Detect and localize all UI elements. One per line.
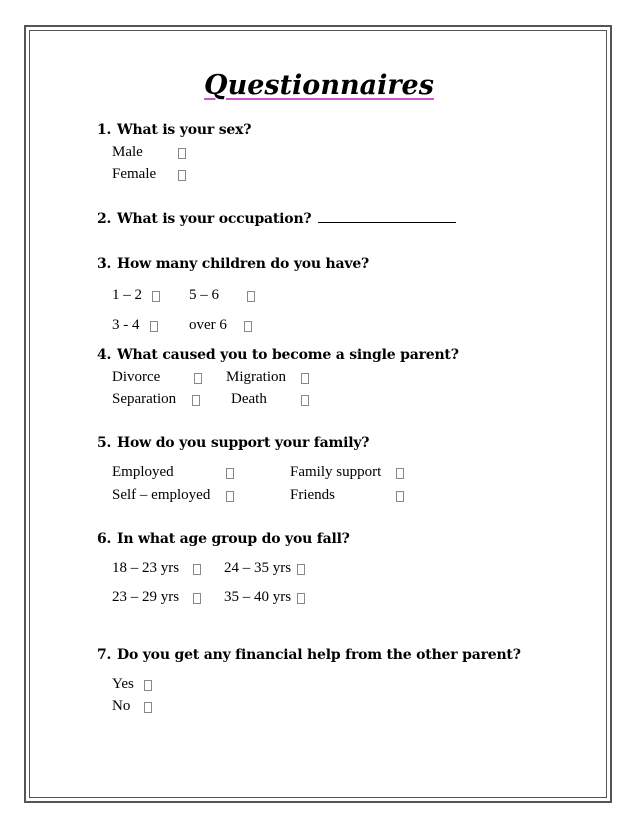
checkbox-male[interactable] (178, 148, 186, 159)
checkbox-migration[interactable] (301, 373, 309, 384)
checkbox-friends[interactable] (396, 491, 404, 502)
checkbox-family-support[interactable] (396, 468, 404, 479)
page-title (0, 70, 638, 101)
checkbox-yes[interactable] (144, 680, 152, 691)
option-migration: Migration (226, 369, 286, 385)
question-2-text: What is your occupation? (117, 211, 317, 227)
option-age-18-23: 18 – 23 yrs (112, 560, 180, 576)
question-3-text: How many children do you have? (117, 256, 370, 272)
checkbox-children-5-6[interactable] (247, 291, 255, 302)
checkbox-self-employed[interactable] (226, 491, 234, 502)
question-1-text: What is your sex? (117, 122, 252, 138)
option-age-24-35: 24 – 35 yrs (224, 560, 292, 576)
occupation-blank-line[interactable] (318, 210, 456, 223)
option-children-5-6: 5 – 6 (189, 287, 219, 303)
checkbox-age-24-35[interactable] (297, 564, 305, 575)
option-age-35-40: 35 – 40 yrs (224, 589, 292, 605)
option-friends: Friends (290, 487, 335, 503)
question-1: 1. What is your sex? (97, 122, 252, 138)
question-6-text: In what age group do you fall? (117, 531, 350, 547)
option-male: Male (112, 144, 143, 160)
checkbox-separation[interactable] (192, 395, 200, 406)
question-4-text: What caused you to become a single parent? (117, 347, 459, 363)
option-employed: Employed (112, 464, 174, 480)
question-7: 7. Do you get any financial help from the other parent? (97, 647, 521, 663)
question-5-text: How do you support your family? (117, 435, 370, 451)
checkbox-death[interactable] (301, 395, 309, 406)
checkbox-age-23-29[interactable] (193, 593, 201, 604)
checkbox-age-35-40[interactable] (297, 593, 305, 604)
question-5: 5. How do you support your family? (97, 435, 370, 451)
checkbox-age-18-23[interactable] (193, 564, 201, 575)
question-7-text: Do you get any financial help from the other parent? (117, 647, 521, 663)
option-family-support: Family support (290, 464, 382, 480)
checkbox-children-3-4[interactable] (150, 321, 158, 332)
checkbox-female[interactable] (178, 170, 186, 181)
option-children-over-6: over 6 (189, 317, 227, 333)
option-death: Death (231, 391, 267, 407)
checkbox-children-over-6[interactable] (244, 321, 252, 332)
option-divorce: Divorce (112, 369, 161, 385)
checkbox-employed[interactable] (226, 468, 234, 479)
option-children-1-2: 1 – 2 (112, 287, 142, 303)
question-6: 6. In what age group do you fall? (97, 531, 350, 547)
question-2: 2. What is your occupation? (97, 210, 456, 227)
question-3: 3. How many children do you have? (97, 256, 370, 272)
option-children-3-4: 3 - 4 (112, 317, 140, 333)
option-yes: Yes (112, 676, 134, 692)
checkbox-children-1-2[interactable] (152, 291, 160, 302)
page-title-text: Questionnaires (204, 70, 434, 101)
option-age-23-29: 23 – 29 yrs (112, 589, 180, 605)
option-no: No (112, 698, 131, 714)
checkbox-divorce[interactable] (194, 373, 202, 384)
checkbox-no[interactable] (144, 702, 152, 713)
option-female: Female (112, 166, 157, 182)
option-self-employed: Self – employed (112, 487, 211, 503)
option-separation: Separation (112, 391, 177, 407)
question-4: 4. What caused you to become a single parent? (97, 347, 459, 363)
